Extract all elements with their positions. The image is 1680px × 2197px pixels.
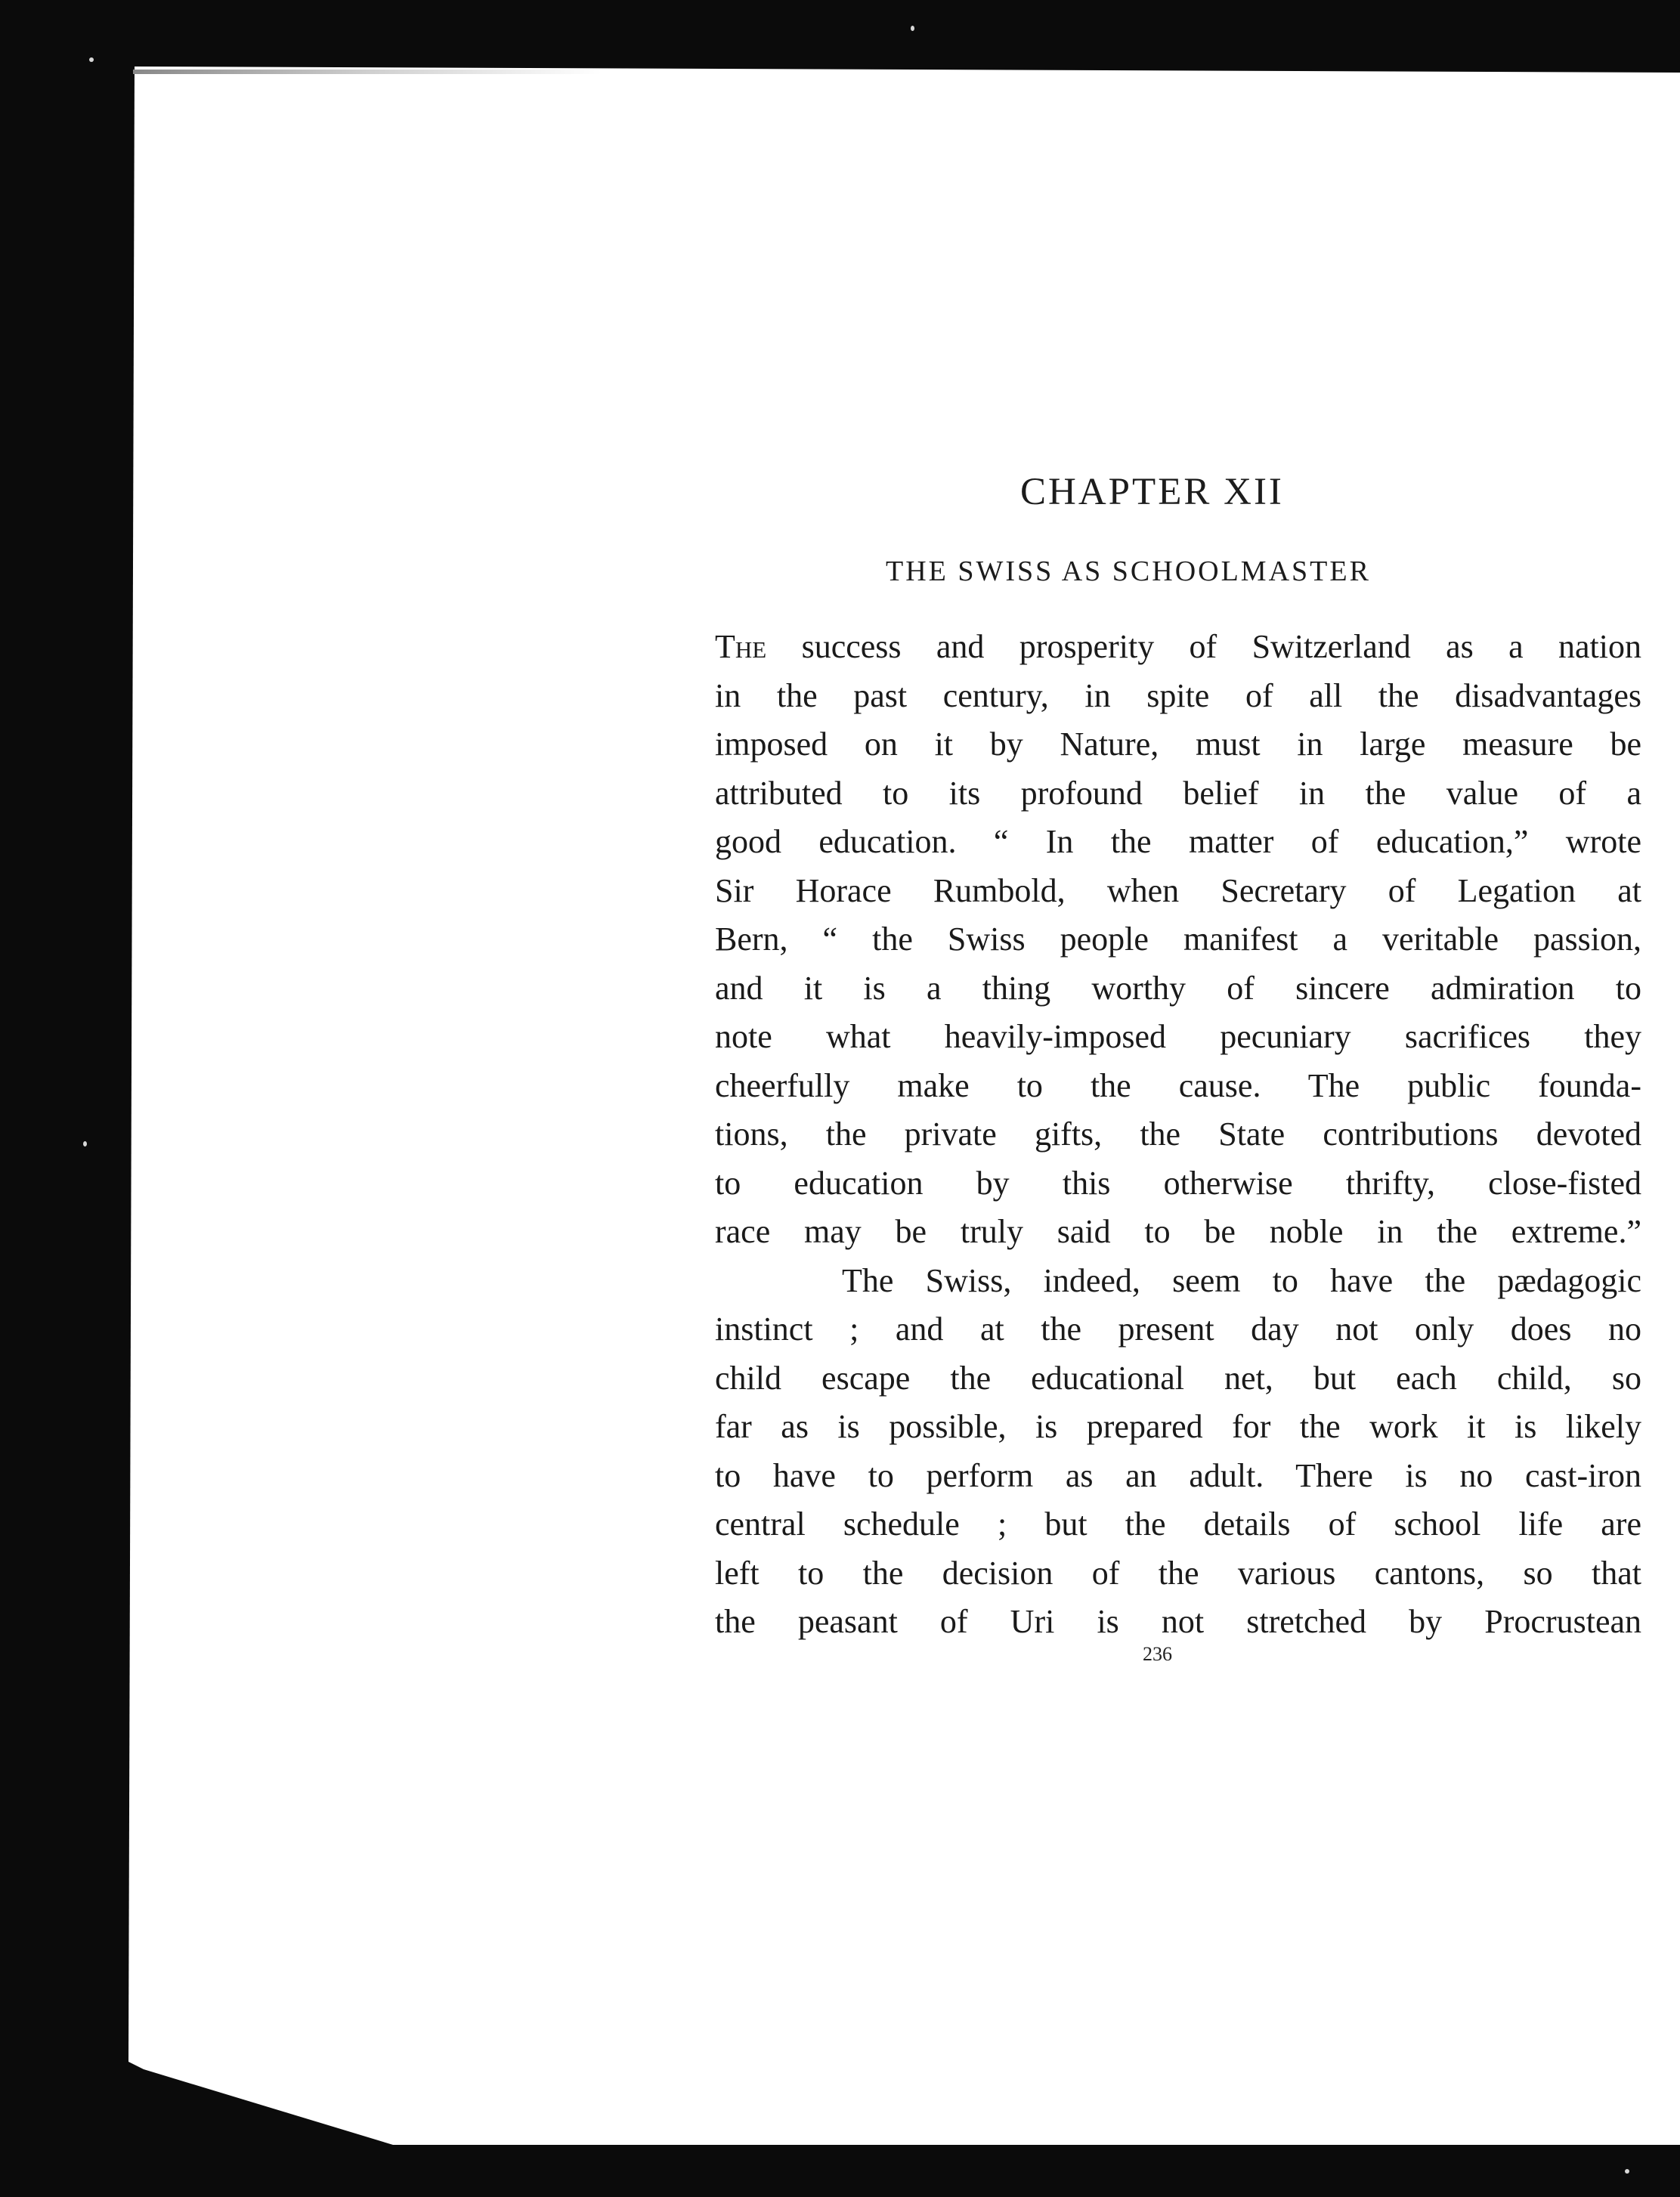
body-line: instinct ; and at the present day not only does no: [715, 1310, 1641, 1348]
scan-speck: [83, 1141, 87, 1146]
body-line: tions, the private gifts, the State contributions devoted: [715, 1116, 1641, 1153]
body-line: The Swiss, indeed, seem to have the pædagogic: [715, 1261, 1641, 1299]
scan-speck: [89, 57, 94, 62]
body-line: Bern, “ the Swiss people manifest a veritable passion,: [715, 921, 1641, 958]
body-line: note what heavily-imposed pecuniary sacrifices they: [715, 1018, 1641, 1055]
body-line: left to the decision of the various cantons, so that: [715, 1554, 1641, 1592]
body-line: the peasant of Uri is not stretched by Procrustean: [715, 1603, 1641, 1640]
body-line: attributed to its profound belief in the value of a: [715, 774, 1641, 812]
chapter-title: CHAPTER XII: [1020, 471, 1284, 513]
body-line: to have to perform as an adult. There is no cast-iron: [715, 1456, 1641, 1494]
body-line: good education. “ In the matter of education,” wrote: [715, 823, 1641, 860]
body-line: to education by this otherwise thrifty, close-fisted: [715, 1164, 1641, 1202]
scan-speck: [911, 26, 914, 31]
body-line: child escape the educational net, but each child, so: [715, 1359, 1641, 1397]
body-line: The success and prosperity of Switzerland as a nation: [715, 628, 1641, 665]
page-edge-shadow: [133, 70, 602, 74]
body-line: Sir Horace Rumbold, when Secretary of Legation at: [715, 871, 1641, 909]
body-line: central schedule ; but the details of school life are: [715, 1505, 1641, 1543]
body-line: far as is possible, is prepared for the work it is likely: [715, 1408, 1641, 1445]
opening-word: The: [715, 628, 767, 665]
body-line: imposed on it by Nature, must in large measure be: [715, 726, 1641, 763]
chapter-subtitle: THE SWISS AS SCHOOLMASTER: [886, 555, 1371, 587]
body-line: cheerfully make to the cause. The public founda-: [715, 1066, 1641, 1104]
body-line: race may be truly said to be noble in the extreme.”: [715, 1213, 1641, 1250]
body-line: in the past century, in spite of all the disadvantages: [715, 676, 1641, 714]
scan-speck: [1625, 2169, 1629, 2174]
page-number: 236: [1143, 1643, 1172, 1665]
body-line: and it is a thing worthy of sincere admiration to: [715, 969, 1641, 1007]
body-text: [715, 623, 1641, 1647]
